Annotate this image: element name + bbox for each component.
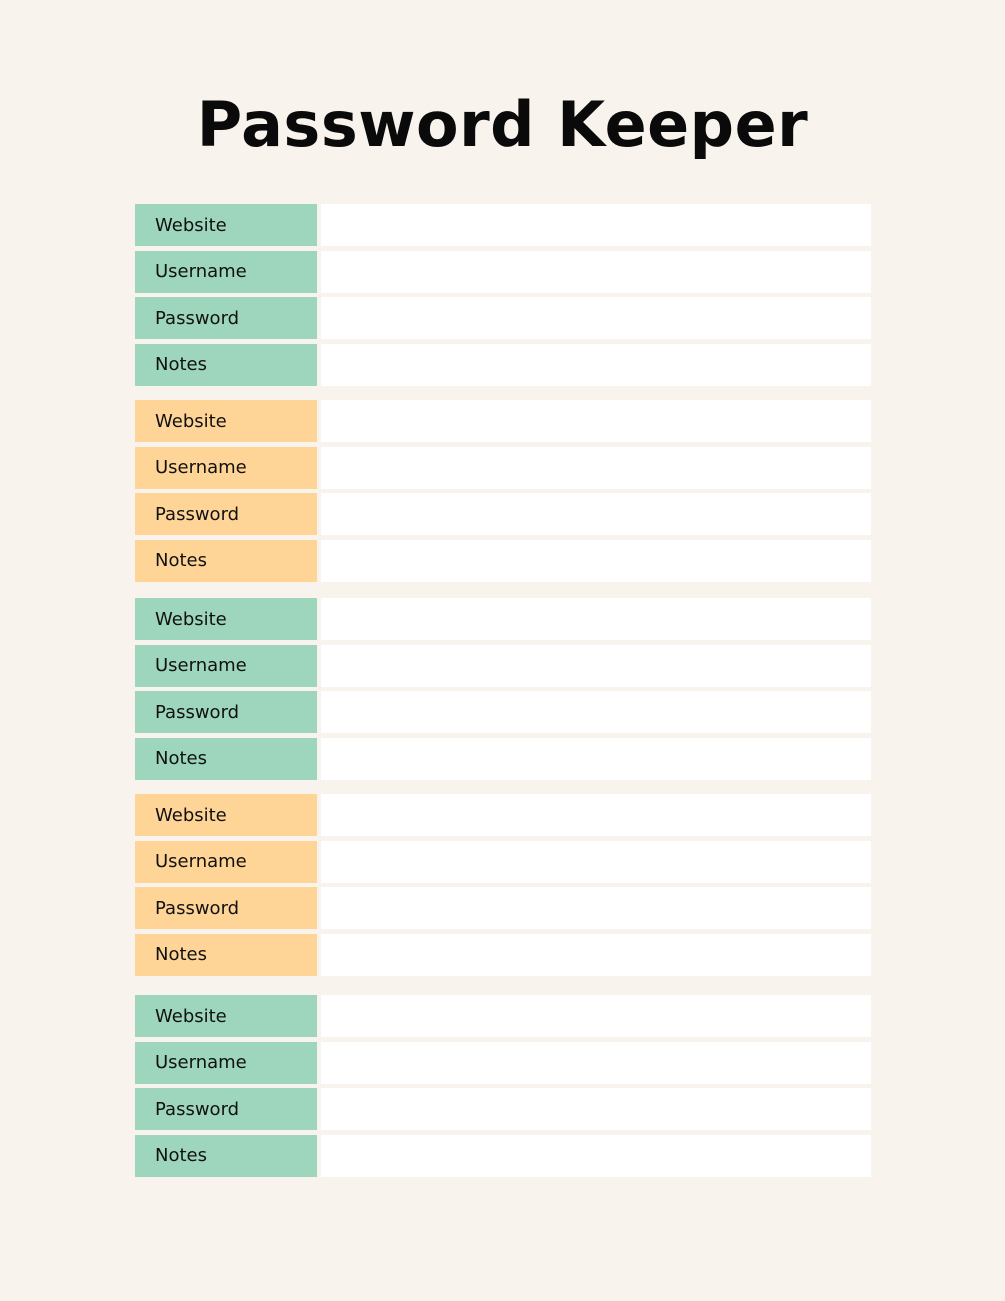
entry-row-username <box>135 1042 871 1084</box>
field-label-username: Username <box>135 841 317 883</box>
entry-row-website <box>135 794 871 836</box>
password-input[interactable] <box>321 297 871 339</box>
field-label-website: Website <box>135 794 317 836</box>
entry-row-notes <box>135 738 871 780</box>
entry-row-username <box>135 841 871 883</box>
field-label-notes: Notes <box>135 540 317 582</box>
entry-row-password <box>135 691 871 733</box>
field-label-notes: Notes <box>135 934 317 976</box>
entry-row-website <box>135 400 871 442</box>
entry-row-website <box>135 995 871 1037</box>
username-input[interactable] <box>321 1042 871 1084</box>
entry-row-website <box>135 204 871 246</box>
entry-row-password <box>135 297 871 339</box>
entry-row-username <box>135 251 871 293</box>
field-label-notes: Notes <box>135 1135 317 1177</box>
page-title: Password Keeper <box>196 88 809 161</box>
website-input[interactable] <box>321 598 871 640</box>
field-label-website: Website <box>135 204 317 246</box>
password-input[interactable] <box>321 887 871 929</box>
entry-row-notes <box>135 1135 871 1177</box>
entry-row-notes <box>135 540 871 582</box>
field-label-password: Password <box>135 297 317 339</box>
password-input[interactable] <box>321 1088 871 1130</box>
entry-row-notes <box>135 344 871 386</box>
entry-row-username <box>135 447 871 489</box>
website-input[interactable] <box>321 794 871 836</box>
field-label-notes: Notes <box>135 738 317 780</box>
notes-input[interactable] <box>321 738 871 780</box>
field-label-username: Username <box>135 251 317 293</box>
notes-input[interactable] <box>321 934 871 976</box>
entry-row-password <box>135 493 871 535</box>
username-input[interactable] <box>321 841 871 883</box>
username-input[interactable] <box>321 251 871 293</box>
entry-row-password <box>135 887 871 929</box>
field-label-username: Username <box>135 447 317 489</box>
entry-row-username <box>135 645 871 687</box>
website-input[interactable] <box>321 995 871 1037</box>
password-input[interactable] <box>321 493 871 535</box>
field-label-username: Username <box>135 645 317 687</box>
field-label-notes: Notes <box>135 344 317 386</box>
notes-input[interactable] <box>321 540 871 582</box>
website-input[interactable] <box>321 204 871 246</box>
field-label-website: Website <box>135 598 317 640</box>
entry-row-website <box>135 598 871 640</box>
field-label-password: Password <box>135 887 317 929</box>
username-input[interactable] <box>321 645 871 687</box>
notes-input[interactable] <box>321 1135 871 1177</box>
notes-input[interactable] <box>321 344 871 386</box>
field-label-website: Website <box>135 995 317 1037</box>
password-input[interactable] <box>321 691 871 733</box>
entry-row-password <box>135 1088 871 1130</box>
field-label-password: Password <box>135 691 317 733</box>
website-input[interactable] <box>321 400 871 442</box>
field-label-password: Password <box>135 493 317 535</box>
field-label-password: Password <box>135 1088 317 1130</box>
field-label-username: Username <box>135 1042 317 1084</box>
username-input[interactable] <box>321 447 871 489</box>
field-label-website: Website <box>135 400 317 442</box>
entry-row-notes <box>135 934 871 976</box>
